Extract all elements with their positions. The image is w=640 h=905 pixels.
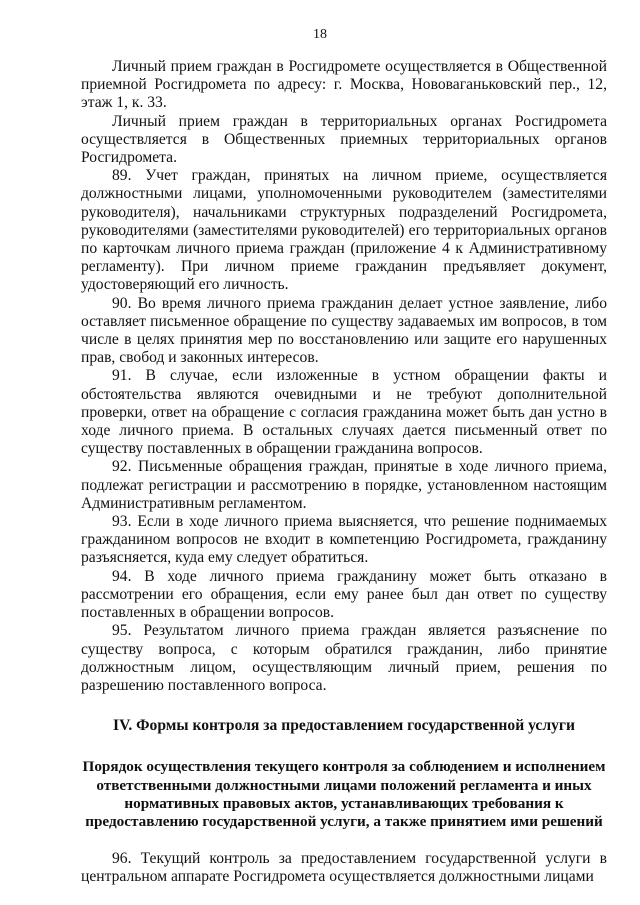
paragraph-91: 91. В случае, если изложенные в устном обращении факты и обстоятельства являются очевидными и не требуют дополнительной проверки, ответ на обращение с согласия гражданина может быть дан устно в ходе личного приема. В остальных случаях дается письменный ответ по существу поставленных в обращении гражданина вопросов. [81,367,607,458]
subsection-heading: Порядок осуществления текущего контроля за соблюдением и исполнением ответственными должностными лицами положений регламента и иных нормативных правовых актов, устанавливающих требования к предоставлению государственной услуги, а также принятием ими решений [82,758,606,830]
paragraph-reception-address: Личный прием граждан в Росгидромете осуществляется в Общественной приемной Росгидромета по адресу: г. Москва, Нововаганьковский пер., 12, этаж 1, к. 33. [81,58,607,112]
paragraph-92: 92. Письменные обращения граждан, принятые в ходе личного приема, подлежат регистрации и рассмотрению в порядке, установленном настоящим Административным регламентом. [81,458,607,512]
page-number: 18 [313,27,327,42]
paragraph-96: 96. Текущий контроль за предоставлением государственной услуги в центральном аппарате Росгидромета осуществляется должностными лицами [81,850,607,886]
section-heading: IV. Формы контроля за предоставлением государственной услуги [113,717,575,735]
paragraph-89: 89. Учет граждан, принятых на личном приеме, осуществляется должностными лицами, уполномоченными руководителем (заместителями руководителя), начальниками структурных подразделений Росгидромета, руководителями (заместителями руководителей) его территориальных органов по карточкам личного приема граждан (приложение 4 к Административному регламенту). При личном приеме гражданин предъявляет документ, удостоверяющий его личность. [81,167,607,294]
document-body [81,58,607,887]
paragraph-94: 94. В ходе личного приема гражданину может быть отказано в рассмотрении его обращения, если ему ранее был дан ответ по существу поставленных в обращении вопросов. [81,567,607,622]
paragraph-90: 90. Во время личного приема гражданин делает устное заявление, либо оставляет письменное обращение по существу задаваемых им вопросов, в том числе в целях принятия мер по восстановлению или защите его нарушенных прав, свобод и законных интересов. [81,294,607,367]
paragraph-territorial-reception: Личный прием граждан в территориальных органах Росгидромета осуществляется в Общественных приемных территориальных органов Росгидромета. [81,112,607,167]
paragraph-95: 95. Результатом личного приема граждан является разъяснение по существу вопроса, с которым обратился гражданин, либо принятие должностным лицом, осуществляющим личный прием, решения по разрешению поставленного вопроса. [81,622,607,694]
paragraph-93: 93. Если в ходе личного приема выясняется, что решение поднимаемых гражданином вопросов не входит в компетенцию Росгидромета, гражданину разъясняется, куда ему следует обратиться. [81,513,607,567]
